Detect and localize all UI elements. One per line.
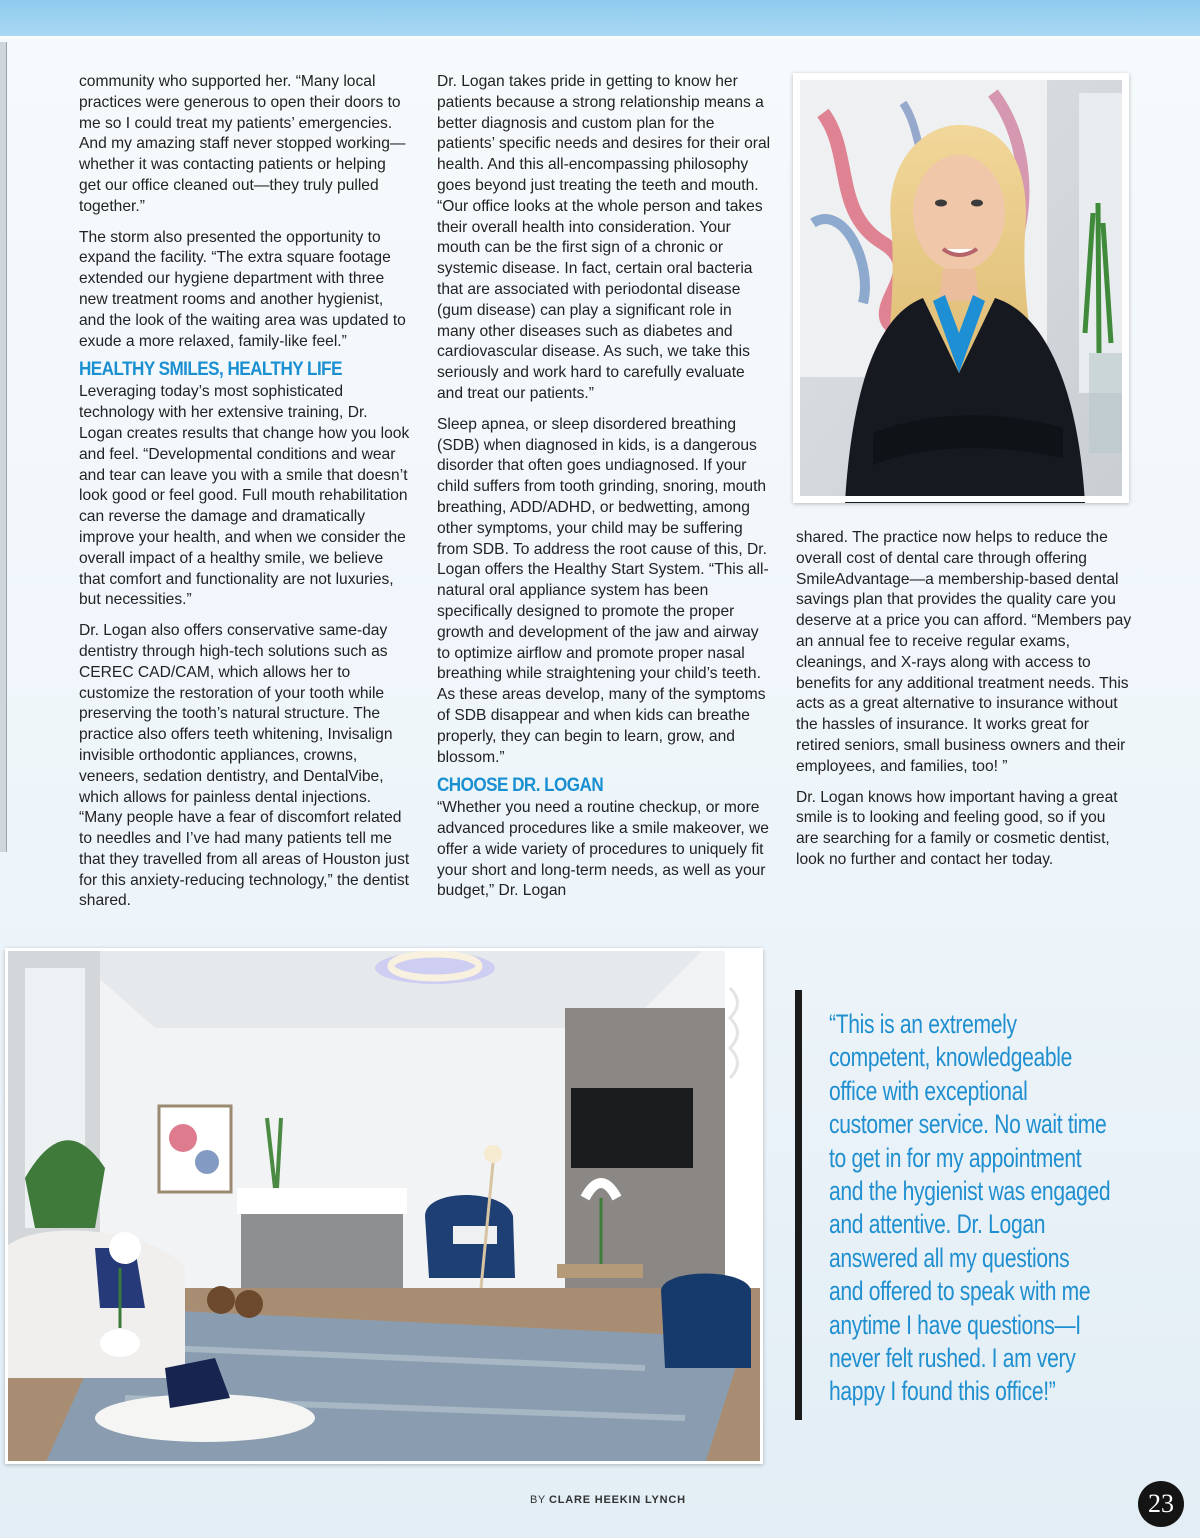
page-number: 23	[1138, 1481, 1184, 1527]
byline-prefix: BY	[530, 1494, 546, 1506]
pull-quote-line: “This is an extremely	[829, 1009, 1017, 1039]
pull-quote-line: office with exceptional	[829, 1075, 1028, 1106]
paragraph: Sleep apnea, or sleep disordered breathing (SDB) when diagnosed in kids, is a dangerous disorder that often goes undiagnosed. If your child suffers from tooth grinding, snoring, mouth breathing, ADD/ADHD, or bedwetting, among other symptoms, your child may be suffering from SDB. To address the root cause of this, Dr. Logan offers the Healthy Start System. “This all-natural oral appliance system has been specifically designed to promote the proper growth and development of the jaw and airway to optimize airflow and promote proper nasal breathing while straightening your child’s teeth. As these areas develop, many of the symptoms of SDB disappear and when kids can breathe properly, they can begin to learn, grow, and blossom.”	[437, 415, 769, 766]
byline	[530, 1494, 686, 1506]
paragraph: shared. The practice now helps to reduce the overall cost of dental care through offering SmileAdvantage—a membership-based dental savings plan that provides the quality care you deserve at a price you can afford. “Members pay an annual fee to receive regular exams, cleanings, and X-rays along with access to benefits for any additional treatment needs. This acts as a great alternative to insurance without the hassles of insurance. It works great for retired seniors, small business owners and their employees, and families, too! ”	[796, 529, 1132, 775]
article-column-1	[79, 72, 411, 922]
pull-quote-line: answered all my questions	[829, 1242, 1070, 1273]
pull-quote-line: and attentive. Dr. Logan	[829, 1209, 1046, 1240]
pull-quote-line: competent, knowledgeable	[829, 1042, 1073, 1073]
pull-quote-line: to get in for my appointment	[829, 1142, 1082, 1173]
previous-photo-edge	[0, 42, 7, 852]
pull-quote-bar	[795, 990, 802, 1420]
pull-quote-line: and the hygienist was engaged	[829, 1176, 1111, 1207]
pull-quote-line: never felt rushed. I am very	[829, 1343, 1076, 1374]
portrait-photo	[793, 73, 1129, 503]
paragraph: Dr. Logan knows how important having a great smile is to looking and feeling good, so if you are searching for a family or cosmetic dentist, look no further and contact her today.	[796, 788, 1118, 868]
paragraph: “Whether you need a routine checkup, or more advanced procedures like a smile makeover, we offer a wide variety of procedures to uniquely fit your short and long-term needs, as well as your budget,” Dr. Logan	[437, 799, 769, 900]
portrait-illustration	[793, 73, 1129, 503]
top-color-band	[0, 0, 1200, 38]
paragraph: Dr. Logan takes pride in getting to know her patients because a strong relationship means a better diagnosis and custom plan for the patients’ specific needs and desires for their oral health. And this all-encompassing philosophy goes beyond just treating the teeth and mouth. “Our office looks at the whole person and takes their overall health into consideration. Your mouth can be the first sign of a chronic or systemic disease. In fact, certain oral bacteria that are associated with periodontal disease (gum disease) can play a significant role in many other diseases such as diabetes and cardiovascular disease. As such, we take this seriously and work hard to carefully evaluate and treat our patients.”	[437, 73, 771, 402]
pull-quote-line: happy I found this office!”	[829, 1376, 1056, 1407]
section-heading: CHOOSE DR. LOGAN	[437, 775, 604, 797]
byline-author: CLARE HEEKIN LYNCH	[549, 1494, 686, 1506]
article-column-2	[437, 72, 773, 912]
waiting-room-photo	[5, 948, 763, 1464]
paragraph: The storm also presented the opportunity to expand the facility. “The extra square footage extended our hygiene department with three new treatment rooms and another hygienist, and the look of the waiting area was updated to exude a more relaxed, family-like feel.”	[79, 228, 406, 350]
paragraph: Leveraging today’s most sophisticated technology with her extensive training, Dr. Logan creates results that change how you look and feel. “Developmental conditions and wear and tear can leave you with a smile that doesn’t look good or feel good. Full mouth rehabilitation can reverse the damage and dramatically improve your health, and when we consider the overall impact of a healthy smile, we believe that comfort and functionality are not luxuries, but necessities.”	[79, 383, 410, 609]
pull-quote-line: and offered to speak with me	[829, 1276, 1091, 1307]
paragraph: Dr. Logan also offers conservative same-day dentistry through high-tech solutions such as CEREC CAD/CAM, which allows her to customize the restoration of your tooth while preserving the tooth’s natural structure. The practice also offers teeth whitening, Invisalign invisible orthodontic appliances, crowns, veneers, sedation dentistry, and DentalVibe, which allows for painless dental injections. “Many people have a fear of discomfort related to needles and I’ve had many patients tell me that they travelled from all areas of Houston just for this anxiety-reducing technology,” the dentist shared.	[79, 622, 410, 910]
pull-quote	[829, 1008, 1149, 1409]
section-heading: HEALTHY SMILES, HEALTHY LIFE	[79, 359, 342, 381]
paragraph: community who supported her. “Many local practices were generous to open their doors to me so I could treat my patients’ emergencies. And my amazing staff never stopped working—whether it was contacting patients or helping get our office cleaned out—they truly pulled together.”	[79, 73, 406, 215]
pull-quote-line: anytime I have questions—I	[829, 1309, 1081, 1340]
article-column-3	[796, 528, 1132, 881]
waiting-room-illustration	[5, 948, 763, 1464]
pull-quote-line: customer service. No wait time	[829, 1109, 1107, 1140]
